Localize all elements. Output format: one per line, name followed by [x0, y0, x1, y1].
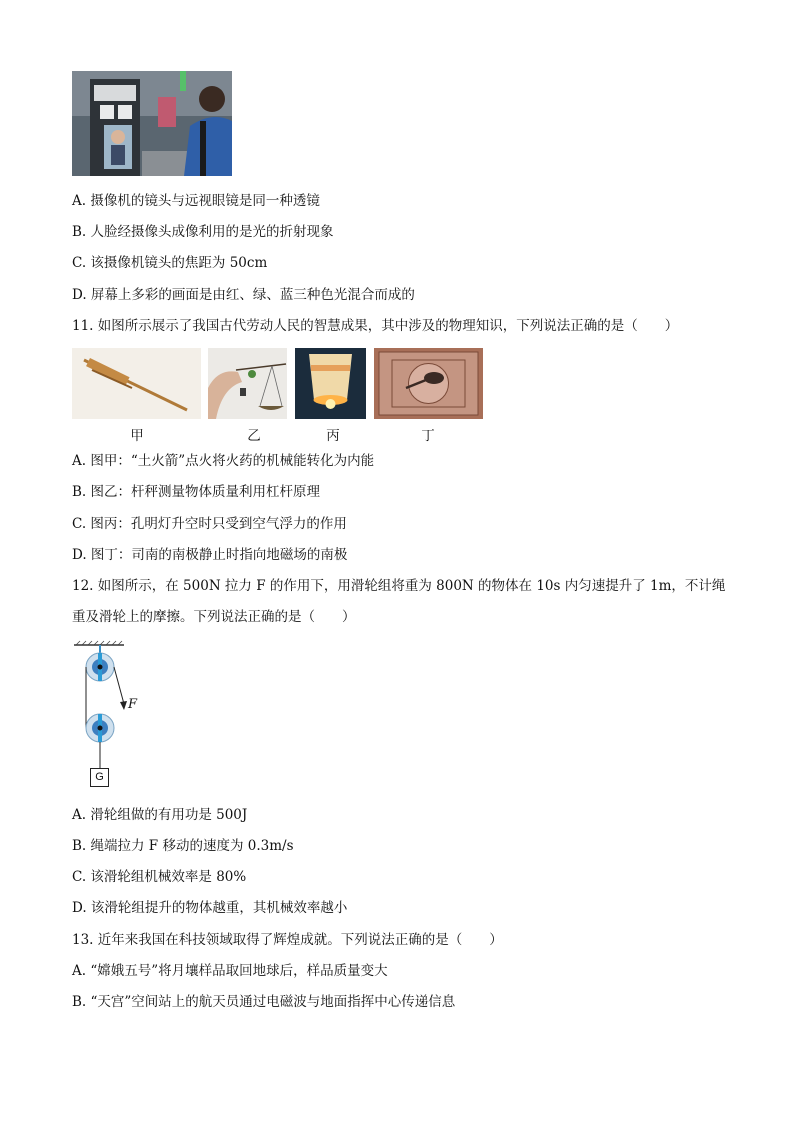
q11-option-a: A. 图甲：“土火箭”点火将火药的机械能转化为内能 [72, 453, 375, 469]
q11-option-d: D. 图丁：司南的南极静止时指向地磁场的南极 [72, 547, 348, 563]
q12-option-d: D. 该滑轮组提升的物体越重，其机械效率越小 [72, 900, 348, 916]
caption-ding: 丁 [421, 428, 435, 444]
sky-lantern-photo [295, 348, 366, 419]
q10-option-d: D. 屏幕上多彩的画面是由红、绿、蓝三种色光混合而成的 [72, 287, 415, 303]
caption-bing: 丙 [326, 428, 340, 444]
caption-jia: 甲 [130, 428, 144, 444]
q11-option-b: B. 图乙：杆秤测量物体质量利用杠杆原理 [72, 484, 321, 500]
sinan-compass-photo [374, 348, 483, 419]
q12-option-a: A. 滑轮组做的有用功是 500J [72, 807, 248, 823]
q11-stem: 11. 如图所示展示了我国古代劳动人民的智慧成果，其中涉及的物理知识，下列说法正确的是（ ） [72, 318, 679, 334]
steelyard-photo [208, 348, 287, 419]
q12-stem-line1: 12. 如图所示，在 500N 拉力 F 的作用下，用滑轮组将重为 800N 的物体在 10s 内匀速提升了 1m，不计绳 [72, 578, 726, 594]
q12-option-c: C. 该滑轮组机械效率是 80% [72, 869, 247, 885]
q13-option-b: B. “天宫”空间站上的航天员通过电磁波与地面指挥中心传递信息 [72, 994, 456, 1010]
pulley-diagram [72, 640, 152, 790]
q12-stem-line2: 重及滑轮上的摩擦。下列说法正确的是（ ） [72, 609, 356, 625]
q10-option-b: B. 人脸经摄像头成像利用的是光的折射现象 [72, 224, 334, 240]
rocket-photo [72, 348, 201, 419]
weight-box: G [90, 768, 109, 787]
q12-option-b: B. 绳端拉力 F 移动的速度为 0.3m/s [72, 838, 294, 854]
force-label: F [128, 697, 138, 712]
q10-option-a: A. 摄像机的镜头与远视眼镜是同一种透镜 [72, 193, 320, 209]
q13-stem: 13. 近年来我国在科技领域取得了辉煌成就。下列说法正确的是（ ） [72, 932, 503, 948]
caption-yi: 乙 [247, 428, 261, 444]
q13-option-a: A. “嫦娥五号”将月壤样品取回地球后，样品质量变大 [72, 963, 388, 979]
q10-option-c: C. 该摄像机镜头的焦距为 50cm [72, 255, 268, 271]
q11-option-c: C. 图丙：孔明灯升空时只受到空气浮力的作用 [72, 516, 347, 532]
face-recognition-photo [72, 71, 232, 176]
